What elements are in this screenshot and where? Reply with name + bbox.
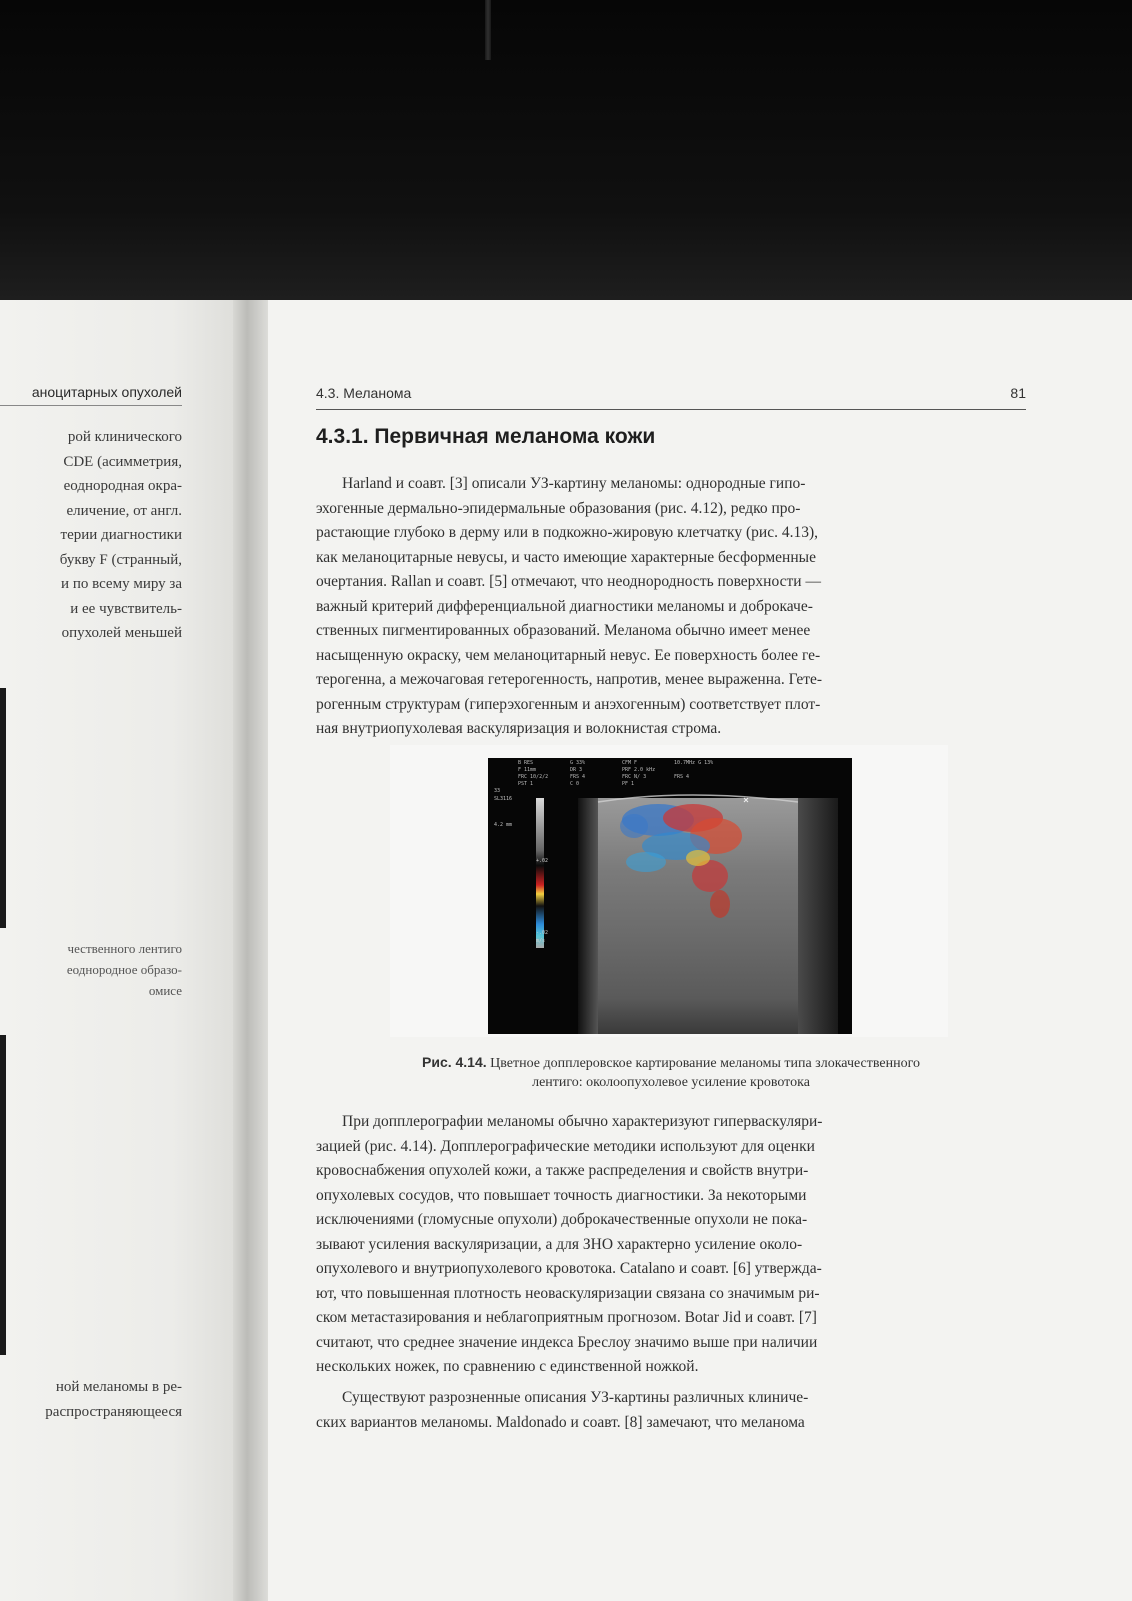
text-line: ная внутриопухолевая васкуляризация и волокнистая строма.	[316, 720, 722, 737]
paragraph-1	[316, 472, 1026, 742]
text-line: нескольких ножек, по сравнению с единственной ножкой.	[316, 1358, 699, 1375]
left-figure-edge	[0, 688, 6, 928]
text-line: насыщенную окраску, чем меланоцитарный невус. Ее поверхность более ге-	[316, 646, 821, 664]
paragraph-2	[316, 1110, 1026, 1380]
text-line: терии диагностики	[60, 527, 182, 543]
text-line: Существуют разрозненные описания УЗ-картины различных клиниче-	[342, 1389, 809, 1406]
text-line: опухолевого и внутриопухолевого кровотока. Catalano и соавт. [6] утвержда-	[316, 1260, 822, 1277]
ultrasound-param: G 33%	[570, 760, 586, 766]
running-head	[316, 385, 1026, 410]
ultrasound-param: C 0	[570, 781, 580, 787]
text-line: растающие глубоко в дерму или в подкожно-жировую клетчатку (рис. 4.13),	[316, 524, 818, 541]
ultrasound-param: FRC 10/2/2	[518, 774, 549, 780]
ultrasound-param: PRF 2.0 kHz	[622, 767, 656, 773]
left-running-head: аноцитарных опухолей	[0, 384, 182, 406]
ultrasound-param: FRS 4	[570, 774, 586, 780]
left-bottom-text	[0, 1375, 182, 1424]
caliper-marker	[744, 798, 748, 802]
figure-caption	[316, 1053, 1026, 1092]
text-line: исключениями (гломусные опухоли) доброкачественные опухоли не пока-	[316, 1211, 808, 1228]
text-line: опухолей меньшей	[61, 625, 182, 641]
doppler-flow-signals	[620, 804, 742, 918]
ultrasound-param: DR 3	[570, 767, 583, 773]
left-figure-edge-2	[0, 1035, 6, 1355]
text-line: терогенна, а межочаговая гетерогенность, напротив, менее выраженна. Гете-	[316, 671, 823, 688]
text-line: еличение, от англ.	[66, 502, 182, 519]
ultrasound-param: F 11mm	[518, 767, 537, 773]
ultrasound-depth-label: 4.2 mm	[494, 822, 513, 828]
text-line: очертания. Rallan и соавт. [5] отмечают, что неоднородность поверхности —	[316, 573, 821, 590]
text-line: ной меланомы в ре-	[55, 1379, 182, 1395]
text-line: При допплерографии меланомы обычно характеризуют гиперваскуляри-	[342, 1113, 823, 1130]
ultrasound-side-label: SL3116	[494, 796, 513, 802]
book-gutter	[233, 300, 273, 1601]
left-caption	[0, 938, 182, 1001]
figure-caption-text-2: лентиго: околоопухолевое усиление кровотока	[532, 1075, 810, 1090]
ultrasound-param: 10.7MHz G 13%	[674, 760, 714, 766]
ultrasound-param: FRS 4	[674, 774, 690, 780]
scale-label-negative: -.02	[536, 930, 549, 936]
figure-caption-text: Цветное допплеровское картирование меланомы типа злокачественного	[490, 1056, 920, 1071]
scale-label-positive: +.02	[536, 858, 549, 864]
text-line: омисе	[148, 983, 182, 998]
text-line: рой клинического	[67, 429, 182, 445]
doppler-flow-overlay	[488, 758, 852, 1034]
scale-label-unit: m/s	[536, 938, 546, 944]
text-line: Harland и соавт. [3] описали УЗ-картину меланомы: однородные гипо-	[342, 475, 806, 492]
running-head-title: 4.3. Меланома	[316, 385, 412, 401]
text-line: CDE (асимметрия,	[63, 453, 182, 470]
ultrasound-param: FRC N/ 3	[622, 774, 647, 780]
left-text-block	[0, 425, 182, 646]
ultrasound-param: PF 1	[622, 781, 635, 787]
ultrasound-param: PST 1	[518, 781, 534, 787]
text-line: опухолевых сосудов, что повышает точность диагностики. За некоторыми	[316, 1186, 807, 1204]
text-line: ских вариантов меланомы. Maldonado и соавт. [8] замечают, что меланома	[316, 1413, 805, 1431]
text-line: эхогенные дермально-эпидермальные образования (рис. 4.12), редко про-	[316, 499, 801, 517]
text-line: еоднородное образо-	[66, 962, 182, 977]
text-line: ют, что повышенная плотность неоваскуляризации связана со значимым ри-	[316, 1284, 820, 1302]
text-line: букву F (странный,	[59, 551, 182, 568]
ultrasound-image	[488, 758, 852, 1034]
text-line: считают, что среднее значение индекса Бреслоу значимо выше при наличии	[316, 1333, 818, 1351]
text-line: рогенным структурам (гиперэхогенным и анэхогенным) соответствует плот-	[316, 695, 821, 713]
ultrasound-side-label: 33	[494, 788, 501, 794]
page-number: 81	[1010, 385, 1026, 401]
text-line: распространяющееся	[45, 1403, 182, 1420]
text-line: ственных пигментированных образований. Меланома обычно имеет менее	[316, 622, 811, 639]
text-line: чественного лентиго	[67, 941, 182, 956]
text-line: и ее чувствитель-	[70, 600, 182, 617]
text-line: еоднородная окра-	[63, 478, 182, 494]
figure-caption-label: Рис. 4.14.	[422, 1054, 487, 1070]
text-line: и по всему миру за	[61, 576, 182, 592]
ultrasound-param: CFM F	[622, 760, 638, 766]
text-line: важный критерий дифференциальной диагностики меланомы и доброкаче-	[316, 597, 813, 615]
ultrasound-param: B RES	[518, 760, 534, 766]
left-page	[0, 300, 245, 1601]
text-line: кровоснабжения опухолей кожи, а также распределения и свойств внутри-	[316, 1162, 809, 1179]
text-line: зывают усиления васкуляризации, а для ЗНО характерно усиление около-	[316, 1235, 803, 1253]
text-line: как меланоцитарные невусы, и часто имеющие характерные бесформенные	[316, 548, 816, 566]
text-line: ском метастазирования и неблагоприятным прогнозом. Botar Jid и соавт. [7]	[316, 1309, 817, 1326]
scan-dark-margin	[0, 0, 1132, 300]
book-crease-shadow	[485, 0, 491, 60]
text-line: зацией (рис. 4.14). Допплерографические методики используют для оценки	[316, 1137, 815, 1155]
section-heading: 4.3.1. Первичная меланома кожи	[316, 425, 656, 448]
paragraph-3	[316, 1386, 1026, 1435]
